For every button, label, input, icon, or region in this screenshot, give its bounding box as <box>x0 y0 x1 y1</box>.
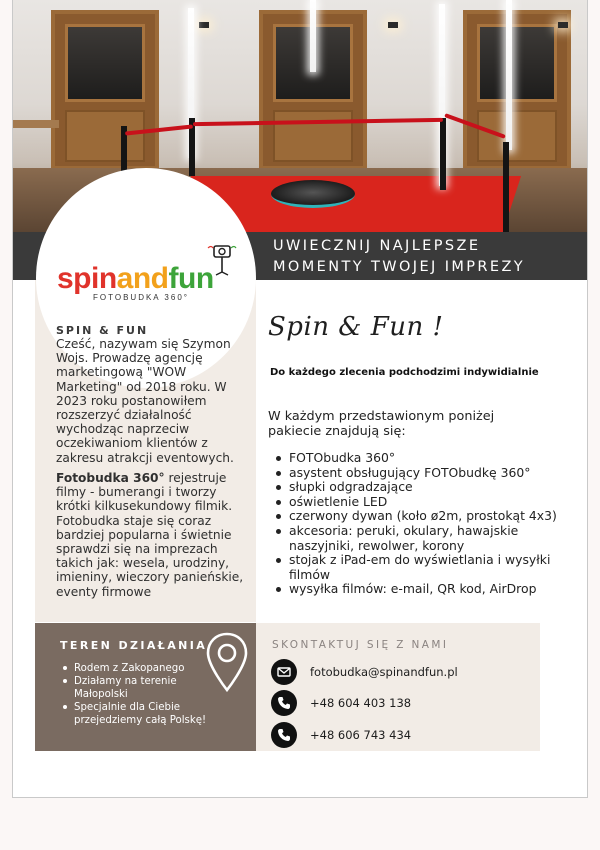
banner-text <box>273 236 573 278</box>
phone-icon <box>271 722 297 748</box>
list-item: wysyłka filmów: e-mail, QR kod, AirDrop <box>276 582 566 597</box>
list-item: akcesoria: peruki, okulary, hawajskie naszyjniki, rewolwer, korony <box>276 524 566 553</box>
contact-phone-2[interactable] <box>271 722 531 748</box>
package-list <box>276 451 566 597</box>
list-item: oświetlenie LED <box>276 495 566 510</box>
logo-wordmark <box>57 262 214 296</box>
phone-number-1[interactable]: +48 604 403 138 <box>310 696 412 710</box>
email-icon <box>271 659 297 685</box>
service-area-title: TEREN DZIAŁANIA <box>60 639 208 652</box>
phone-icon <box>271 690 297 716</box>
individual-approach-note: Do każdego zlecenia podchodzimi indywidialnie <box>270 367 539 378</box>
about-paragraph-2 <box>56 471 246 599</box>
brand-logo <box>57 258 247 308</box>
banner-line-2: MOMENTY TWOJEJ IMPREZY <box>273 259 526 275</box>
contact-title: SKONTAKTUJ SIĘ Z NAMI <box>272 639 449 651</box>
list-item: stojak z iPad-em do wyświetlania i wysyłki filmów <box>276 553 566 582</box>
photobooth-platform <box>271 180 355 208</box>
window-right <box>463 10 571 170</box>
table <box>13 120 59 128</box>
logo-spin: spin <box>57 262 117 295</box>
about-paragraph-1: Cześć, nazywam się Szymon Wojs. Prowadzę agencję marketingową "WOW Marketing" od 2018 roku. W 2023 roku postanowiłem rozszerzyć działalność wychodząc naprzeciw oczekiwaniom klientów z zakresu atrakcji eventowych. <box>56 337 234 465</box>
package-intro: W każdym przedstawionym poniżej pakiecie znajdują się: <box>268 409 495 439</box>
list-item: FOTObudka 360° <box>276 451 566 466</box>
list-item: Działamy na terenie Małopolski <box>62 675 212 701</box>
phone-number-2[interactable]: +48 606 743 434 <box>310 728 412 742</box>
map-pin-icon <box>205 632 249 694</box>
about-heading: SPIN & FUN <box>56 324 149 337</box>
about-paragraph-2-bold: Fotobudka 360° <box>56 471 165 485</box>
service-area-list <box>62 662 212 727</box>
logo-subtitle: FOTOBUDKA 360° <box>93 293 189 302</box>
email-address[interactable]: fotobudka@spinandfun.pl <box>310 665 458 679</box>
list-item: Rodem z Zakopanego <box>62 662 212 675</box>
about-paragraph-2-rest: rejestruje filmy - bumerangi i tworzy krótki kilkusekundowy filmik. Fotobudka staje się coraz bardziej popularna i świetnie sprawdzi się na imprezach takich jak: wesela, urodziny, imieniny, wieczory panieńskie, eventy firmowe <box>56 471 244 599</box>
list-item: Specjalnie dla Ciebie przejedziemy całą Polskę! <box>62 701 212 727</box>
camera-stand-icon <box>205 242 239 276</box>
script-title: Spin & Fun ! <box>268 312 444 342</box>
list-item: asystent obsługujący FOTObudkę 360° <box>276 466 566 481</box>
contact-phone-1[interactable] <box>271 690 531 716</box>
list-item: czerwony dywan (koło ø2m, prostokąt 4x3) <box>276 509 566 524</box>
logo-and: and <box>116 262 169 295</box>
window-left <box>51 10 159 170</box>
logo-fun: fun <box>168 262 214 295</box>
contact-email[interactable] <box>271 659 531 685</box>
banner-line-1: UWIECZNIJ NAJLEPSZE <box>273 238 481 254</box>
list-item: słupki odgradzające <box>276 480 566 495</box>
